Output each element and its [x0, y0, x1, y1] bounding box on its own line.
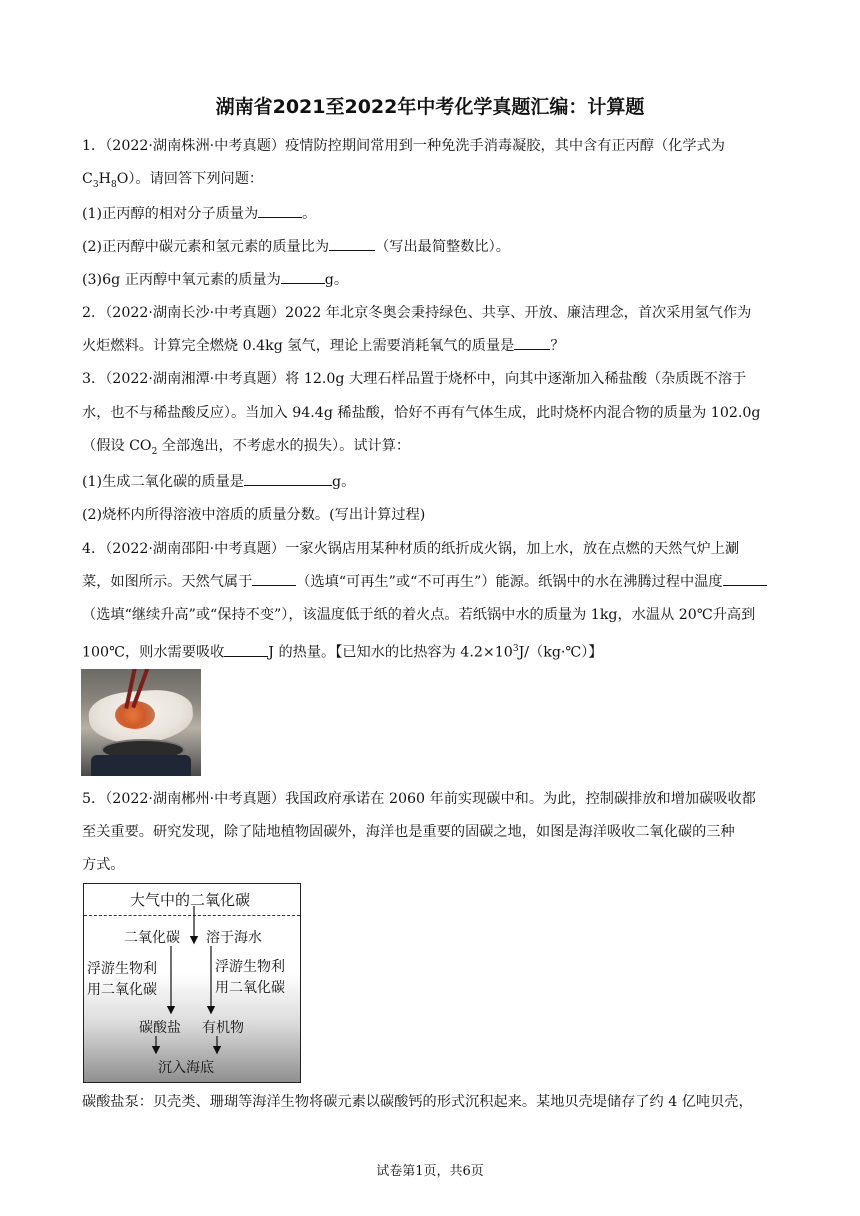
- diagram-co2-label: 二氧化碳: [124, 930, 180, 946]
- diagram-organic-label: 有机物: [202, 1020, 244, 1036]
- q3-line-1: 3．（2022·湖南湘潭·中考真题）将 12.0g 大理石样品置于烧杯中，向其中逐渐加入稀盐酸（杂质既不溶于: [82, 371, 747, 387]
- diagram-carbonate-label: 碳酸盐: [139, 1020, 181, 1036]
- q4-line-3: （选填“继续升高”或“保持不变”），该温度低于纸的着火点。若纸锅中水的质量为 1kg，水温从 20℃升高到: [82, 607, 756, 623]
- answer-blank[interactable]: [224, 644, 268, 657]
- q4-line-4: 100℃，则水需要吸收 J 的热量。【已知水的比热容为 $4.2\times 10^3J/(kg\cdot℃)$】: [82, 644, 603, 661]
- q3-part-2: (2)烧杯内所得溶液中溶质的质量分数。(写出计算过程): [82, 507, 426, 523]
- ocean-co2-diagram: [83, 883, 301, 1083]
- q1-line-2: $C_3H_8O$）。请回答下列问题：: [82, 171, 264, 190]
- q1-part-2: (2)正丙醇中碳元素和氢元素的质量比为 （写出最简整数比）。: [82, 239, 510, 255]
- diagram-dissolve-label: 溶于海水: [206, 930, 262, 946]
- q4-line-2: 菜，如图所示。天然气属于 （选填“可再生”或“不可再生”）能源。纸锅中的水在沸腾过程中温度: [82, 573, 767, 591]
- q3-line-3: （假设 $CO_2$ 全部逸出，不考虑水的损失）。试计算：: [82, 438, 411, 457]
- answer-blank[interactable]: [252, 573, 296, 586]
- diagram-atmosphere-label: 大气中的二氧化碳: [130, 891, 251, 909]
- q2-line-2: 火炬燃料。计算完全燃烧 0.4kg 氢气，理论上需要消耗氧气的质量是 ？: [82, 338, 565, 354]
- diagram-arrows: [84, 884, 300, 1082]
- q1-part-1: (1)正丙醇的相对分子质量为 。: [82, 206, 317, 222]
- diagram-left-label-2: 用二氧化碳: [87, 982, 157, 998]
- q5-line-3: 方式。: [82, 857, 125, 873]
- paper-hotpot-photo: [81, 669, 201, 776]
- page-title: 湖南省2021至2022年中考化学真题汇编：计算题: [215, 96, 645, 118]
- q3-part-1: (1)生成二氧化碳的质量是 g。: [82, 474, 356, 490]
- q2-line-1: 2．（2022·湖南长沙·中考真题）2022 年北京冬奥会秉持绿色、共享、开放、廉洁理念，首次采用氢气作为: [82, 305, 752, 321]
- diagram-left-label-1: 浮游生物利: [87, 961, 157, 977]
- diagram-right-label-1: 浮游生物利: [215, 959, 285, 975]
- q5-after-diagram: 碳酸盐泵：贝壳类、珊瑚等海洋生物将碳元素以碳酸钙的形式沉积起来。某地贝壳堤储存了约 4 亿吨贝壳，: [82, 1094, 753, 1110]
- q4-line-1: 4．（2022·湖南邵阳·中考真题）一家火锅店用某种材质的纸折成火锅，加上水，放在点燃的天然气炉上涮: [82, 541, 740, 557]
- answer-blank[interactable]: [258, 205, 302, 218]
- q3-line-2: 水，也不与稀盐酸反应）。当加入 94.4g 稀盐酸，恰好不再有气体生成，此时烧杯内混合物的质量为 102.0g: [82, 405, 761, 421]
- answer-blank[interactable]: [514, 337, 550, 350]
- q1-line-1: 1．（2022·湖南株洲·中考真题）疫情防控期间常用到一种免洗手消毒凝胶，其中含有正丙醇（化学式为: [82, 138, 725, 154]
- page-footer: 试卷第1页，共6页: [376, 1164, 484, 1179]
- diagram-right-label-2: 用二氧化碳: [215, 980, 285, 996]
- answer-blank[interactable]: [244, 473, 332, 486]
- diagram-sink-label: 沉入海底: [158, 1060, 214, 1076]
- q1-part-3: (3)6g 正丙醇中氧元素的质量为 g。: [82, 272, 349, 288]
- answer-blank[interactable]: [281, 271, 325, 284]
- q5-line-2: 至关重要。研究发现，除了陆地植物固碳外，海洋也是重要的固碳之地，如图是海洋吸收二氧化碳的三种: [82, 824, 735, 840]
- answer-blank[interactable]: [723, 573, 767, 586]
- answer-blank[interactable]: [329, 238, 375, 251]
- q5-line-1: 5．（2022·湖南郴州·中考真题）我国政府承诺在 2060 年前实现碳中和。为此，控制碳排放和增加碳吸收都: [82, 791, 756, 807]
